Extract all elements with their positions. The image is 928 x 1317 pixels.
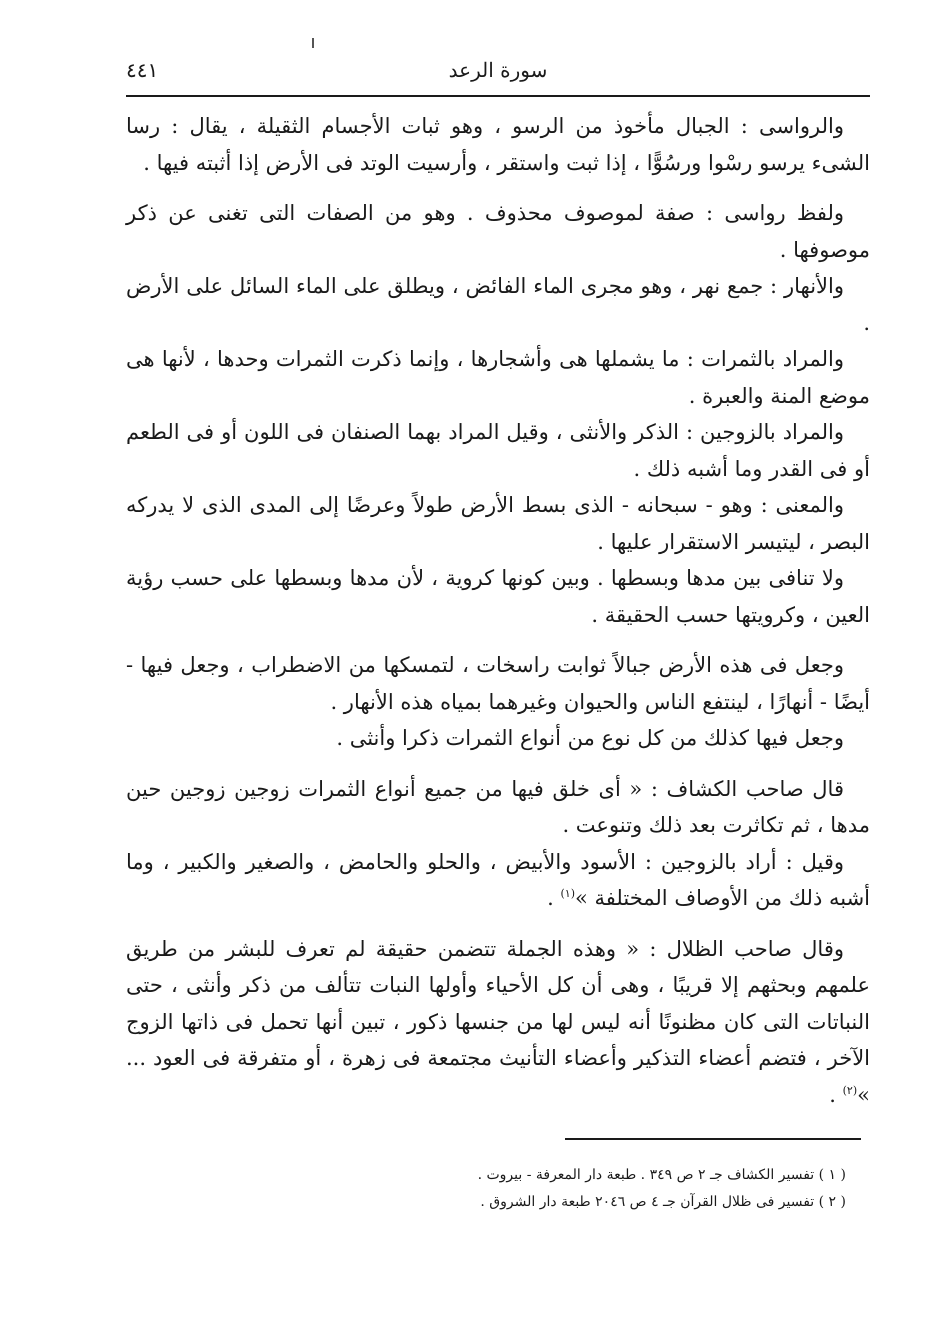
footnotes — [370, 1162, 846, 1216]
footnote-ref-2: (٢) — [842, 1083, 858, 1097]
paragraph-rawasi: والرواسى : الجبال مأخوذ من الرسو ، وهو ثبات الأجسام الثقيلة ، يقال : رسا الشىء يرسو رسْوا ورسُوًّا ، إذا ثبت واستقر ، وأرسيت الوتد فى الأرض إذا أثبته فيها . — [126, 114, 870, 175]
footnote-1: ( ١ ) تفسير الكشاف جـ ٢ ص ٣٤٩ . طبعة دار المعرفة - بيروت . — [477, 1167, 846, 1183]
end-mark-2: . — [829, 1082, 843, 1107]
paragraph-zilal-text: وقال صاحب الظلال : « وهذه الجملة تتضمن حقيقة لم تعرف للبشر من طريق علمهم وبحثهم إلا قريبًا ، وهى أن كل الأحياء وأولها النبات تتألف من ذكر وأنثى ، حتى النباتات التى كان مظنونًا أنه ليس لها من جنسها ذكور ، تبين أنها تحمل فى ذاتها الزوج الآخر ، فتضم أعضاء التذكير وأعضاء التأنيث مجتمعة فى زهرة ، أو متفرقة فى العود ... » — [126, 936, 870, 1107]
paragraph-kashshaf-quote: قال صاحب الكشاف : « أى خلق فيها من جميع أنواع الثمرات زوجين زوجين حين مدها ، ثم تكاثرت بعد ذلك وتنوعت . — [126, 776, 870, 837]
paragraph-qila-text: وقيل : أراد بالزوجين : الأسود والأبيض ، والحلو والحامض ، والصغير والكبير ، وما أشبه ذلك من الأوصاف المختلفة » — [126, 849, 870, 910]
paragraph-zawjain: والمراد بالزوجين : الذكر والأنثى ، وقيل المراد بهما الصنفان فى اللون أو فى الطعم أو فى القدر وما أشبه ذلك . — [126, 420, 870, 481]
paragraph-la-tanafi: ولا تنافى بين مدها وبسطها . وبين كونها كروية ، لأن مدها وبسطها على حسب رؤية العين ، وكرويتها حسب الحقيقة . — [126, 566, 870, 627]
paragraph-maana: والمعنى : وهو - سبحانه - الذى بسط الأرض طولاً وعرضًا إلى المدى الذى لا يدركه البصر ، ليتيسر الاستقرار عليها . — [126, 493, 870, 554]
page-number: ٤٤١ — [126, 58, 159, 82]
paragraph-zilal-quote — [126, 931, 870, 1114]
paragraph-thamarat: والمراد بالثمرات : ما يشملها هى وأشجارها ، وإنما ذكرت الثمرات وحدها ، لأنها هى موضع المنة والعبرة . — [126, 347, 870, 408]
body-text — [126, 108, 870, 1113]
paragraph-qila — [126, 844, 870, 917]
end-mark-1: . — [547, 886, 561, 910]
paragraph-dhakar-untha: وجعل فيها كذلك من كل نوع من أنواع الثمرات ذكرا وأنثى . — [336, 726, 844, 750]
page-header — [126, 52, 870, 92]
surah-title: سورة الرعد — [448, 58, 548, 82]
paragraph-lafz-rawasi: ولفظ رواسى : صفة لموصوف محذوف . وهو من الصفات التى تغنى عن ذكر موصوفها . — [126, 201, 870, 262]
footnote-ref-1: (١) — [560, 887, 576, 900]
footnote-divider — [565, 1138, 861, 1140]
paragraph-jibal: وجعل فى هذه الأرض جبالاً ثوابت راسخات ، لتمسكها من الاضطراب ، وجعل فيها - أيضًا - أنهارًا ، لينتفع الناس والحيوان وغيرهما بمياه هذه الأنهار . — [126, 653, 870, 714]
scan-speck — [312, 38, 314, 48]
paragraph-anhar: والأنهار : جمع نهر ، وهو مجرى الماء الفائض ، ويطلق على الماء السائل على الأرض . — [126, 274, 870, 335]
footnote-2: ( ٢ ) تفسير فى ظلال القرآن جـ ٤ ص ٢٠٤٦ طبعة دار الشروق . — [480, 1194, 846, 1210]
header-divider — [126, 95, 870, 97]
